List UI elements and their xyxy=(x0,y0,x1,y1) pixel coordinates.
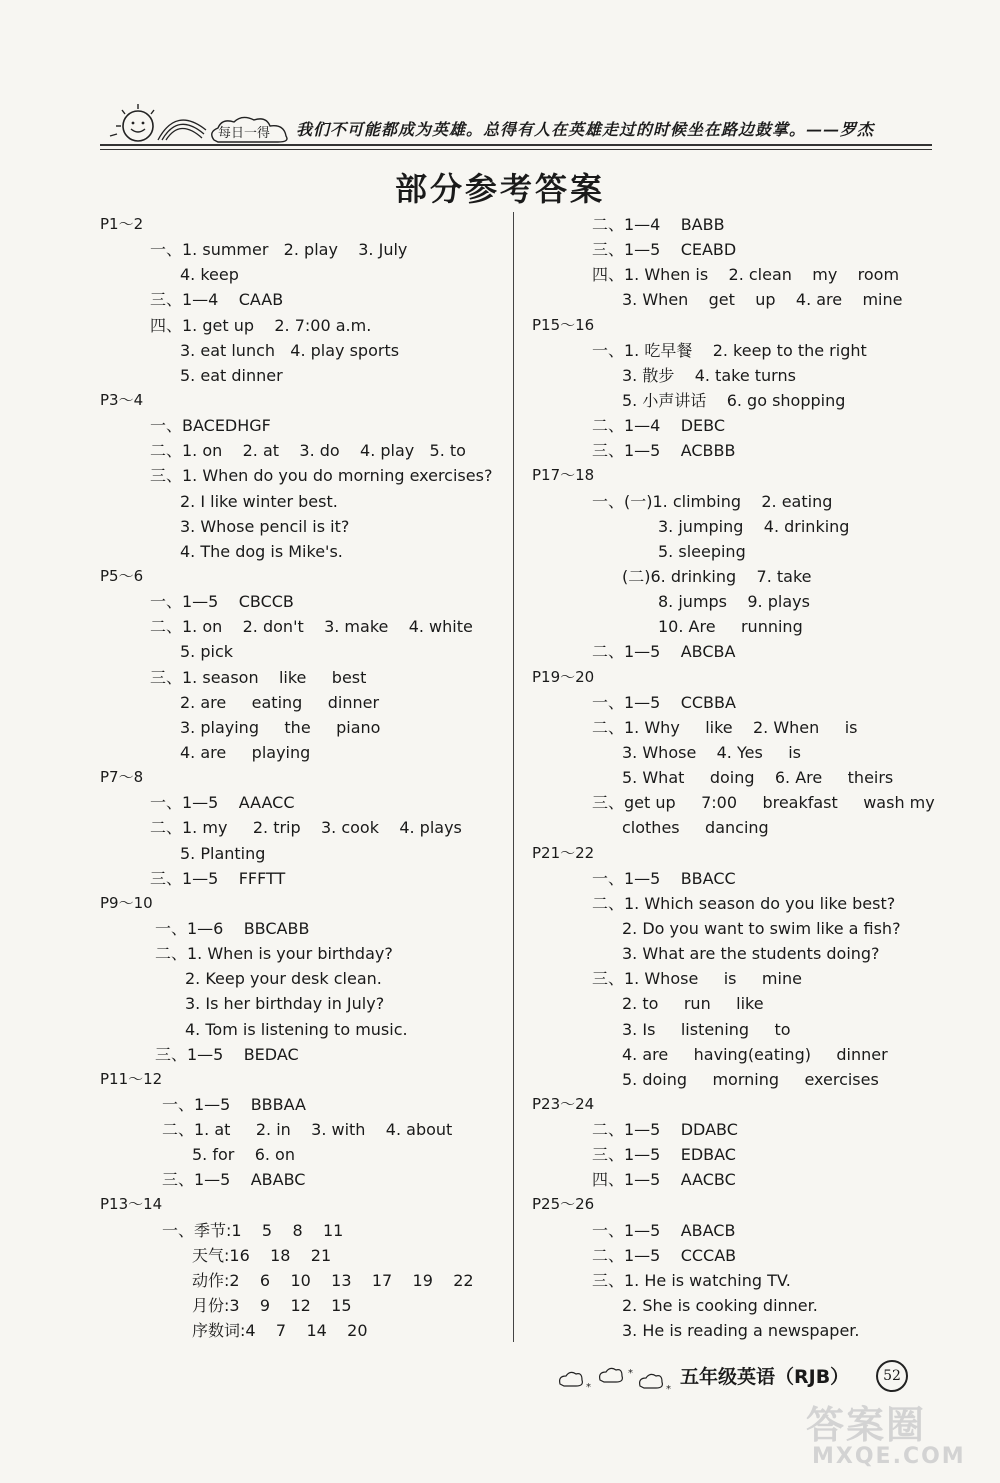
answer-line: 5. for 6. on xyxy=(192,1145,295,1165)
answer-line: 三、1—4 CAAB xyxy=(150,290,284,310)
answer-line: 3. playing the piano xyxy=(180,717,381,737)
answer-line: 二、1—4 BABB xyxy=(592,215,725,234)
answer-line: 一、1—5 BBBAA xyxy=(162,1094,306,1114)
answer-line: 3. He is reading a newspaper. xyxy=(622,1321,860,1341)
watermark-url: MXQE.COM xyxy=(812,1444,966,1469)
answer-line: 三、1. Whose is mine xyxy=(592,969,802,989)
page-range-heading: P19～20 xyxy=(532,667,595,686)
answer-line: 3. Is listening to xyxy=(622,1019,791,1039)
answer-line: 一、1. summer 2. play 3. July xyxy=(150,240,408,260)
answer-line: (二)6. drinking 7. take xyxy=(622,566,812,586)
answer-line: 5. Planting xyxy=(180,843,266,863)
answer-line: 四、1. When is 2. clean my room xyxy=(592,265,900,285)
answer-line: 三、1—5 ABABC xyxy=(162,1170,306,1190)
answer-line: 动作:2 6 10 13 17 19 22 xyxy=(192,1270,474,1290)
answer-line: 一、1—5 CCBBA xyxy=(592,692,736,712)
answer-line: 一、季节:1 5 8 11 xyxy=(162,1220,344,1240)
answer-line: 8. jumps 9. plays xyxy=(658,592,810,612)
answer-line: 4. keep xyxy=(180,265,239,285)
answer-line: 一、(一)1. climbing 2. eating xyxy=(592,491,833,511)
page-range-heading: P23～24 xyxy=(532,1094,595,1113)
answer-line: 三、1. He is watching TV. xyxy=(592,1270,791,1290)
answer-line: 3. What are the students doing? xyxy=(622,944,880,964)
answer-line: 5. What doing 6. Are theirs xyxy=(622,768,894,788)
answer-line: 5. pick xyxy=(180,642,234,662)
answer-line: 5. sleeping xyxy=(658,541,746,561)
answer-line: 二、1. my 2. trip 3. cook 4. plays xyxy=(150,818,462,838)
page-range-heading: P15～16 xyxy=(532,315,595,334)
answer-line: 天气:16 18 21 xyxy=(192,1245,332,1265)
answer-line: 3. eat lunch 4. play sports xyxy=(180,340,400,360)
answer-line: 二、1. on 2. at 3. do 4. play 5. to xyxy=(150,441,466,461)
answer-line: 二、1. at 2. in 3. with 4. about xyxy=(162,1120,453,1140)
page-number: 52 xyxy=(876,1360,908,1392)
answer-line: 5. eat dinner xyxy=(180,365,283,385)
answer-line: 三、1—5 BEDAC xyxy=(155,1044,299,1064)
answer-line: 4. are having(eating) dinner xyxy=(622,1044,888,1064)
answer-line: 5. doing morning exercises xyxy=(622,1069,879,1089)
answer-line: 三、get up 7:00 breakfast wash my xyxy=(592,793,935,813)
svg-text:*: * xyxy=(586,1382,591,1393)
page-range-heading: P21～22 xyxy=(532,843,595,862)
answer-line: 三、1—5 EDBAC xyxy=(592,1145,736,1165)
svg-text:*: * xyxy=(628,1368,633,1379)
daily-motto: 我们不可能都成为英雄。总得有人在英雄走过的时候坐在路边鼓掌。——罗杰 xyxy=(296,120,875,139)
answer-line: 10. Are running xyxy=(658,617,803,637)
page-range-heading: P11～12 xyxy=(100,1069,163,1088)
sun-rainbow-icon xyxy=(100,100,215,146)
answer-line: 一、BACEDHGF xyxy=(150,416,271,436)
page-title: 部分参考答案 xyxy=(394,170,605,208)
answer-line: 一、1—5 ABACB xyxy=(592,1220,736,1240)
answer-line: 四、1—5 AACBC xyxy=(592,1170,736,1190)
clouds-stars-decoration-icon xyxy=(556,1364,676,1394)
answer-line: 一、1—5 CBCCB xyxy=(150,592,294,612)
page-range-heading: P1～2 xyxy=(100,215,144,233)
page-range-heading: P7～8 xyxy=(100,768,144,787)
answer-line: 5. 小声讲话 6. go shopping xyxy=(622,390,846,410)
answer-line: 4. Tom is listening to music. xyxy=(185,1019,408,1039)
page-range-heading: P5～6 xyxy=(100,566,144,585)
answer-line: 一、1—5 AAACC xyxy=(150,793,295,813)
page-header xyxy=(100,100,932,152)
answer-line: 2. She is cooking dinner. xyxy=(622,1296,818,1316)
watermark: 答案圈 xyxy=(806,1403,927,1447)
answer-line: 序数词:4 7 14 20 xyxy=(192,1321,368,1341)
answer-line: 二、1. on 2. don't 3. make 4. white xyxy=(150,617,473,637)
answer-line: 三、1. season like best xyxy=(150,667,367,687)
answer-line: 一、1—6 BBCABB xyxy=(155,918,310,938)
answer-line: 二、1—5 CCCAB xyxy=(592,1245,737,1265)
page-range-heading: P3～4 xyxy=(100,390,144,409)
answer-line: 2. Keep your desk clean. xyxy=(185,969,382,989)
page-range-heading: P17～18 xyxy=(532,466,595,485)
header-rule xyxy=(100,144,932,146)
answer-line: 4. The dog is Mike's. xyxy=(180,541,343,561)
answer-line: 一、1—5 BBACC xyxy=(592,868,736,888)
answers-left-column xyxy=(100,212,505,1343)
answer-line: 3. jumping 4. drinking xyxy=(658,516,850,536)
answer-line: 3. Is her birthday in July? xyxy=(185,994,385,1014)
answer-line: 3. 散步 4. take turns xyxy=(622,365,796,385)
answer-line: 二、1—5 ABCBA xyxy=(592,642,736,662)
book-title: 五年级英语（RJB） xyxy=(680,1366,850,1388)
answer-line: 四、1. get up 2. 7:00 a.m. xyxy=(150,315,372,335)
answer-line: 二、1. Why like 2. When is xyxy=(592,717,858,737)
answer-line: 三、1. When do you do morning exercises? xyxy=(150,466,493,486)
answer-line: 一、1. 吃早餐 2. keep to the right xyxy=(592,340,867,360)
page-range-heading: P9～10 xyxy=(100,893,153,912)
answer-line: 二、1—5 DDABC xyxy=(592,1120,738,1140)
answer-line: 2. Do you want to swim like a fish? xyxy=(622,918,901,938)
answer-line: 二、1. Which season do you like best? xyxy=(592,893,896,913)
answer-line: 三、1—5 ACBBB xyxy=(592,441,736,461)
answer-line: 4. are playing xyxy=(180,742,311,762)
svg-text:*: * xyxy=(666,1384,671,1394)
answer-line: 2. to run like xyxy=(622,994,764,1014)
answers-right-column xyxy=(528,212,958,1343)
answer-line: 2. I like winter best. xyxy=(180,491,338,511)
answer-line: 二、1. When is your birthday? xyxy=(155,944,393,964)
header-rule-thin xyxy=(100,149,932,150)
page-footer xyxy=(556,1356,936,1396)
column-divider xyxy=(513,212,514,1342)
answer-line: 月份:3 9 12 15 xyxy=(192,1296,352,1316)
answer-line: clothes dancing xyxy=(622,818,769,838)
answer-line: 三、1—5 FFFTT xyxy=(150,868,286,888)
answer-line: 二、1—4 DEBC xyxy=(592,416,726,436)
answer-line: 2. are eating dinner xyxy=(180,692,380,712)
answer-line: 3. Whose pencil is it? xyxy=(180,516,350,536)
answer-line: 三、1—5 CEABD xyxy=(592,240,737,260)
page-range-heading: P13～14 xyxy=(100,1195,163,1214)
page-range-heading: P25～26 xyxy=(532,1195,595,1214)
answer-line: 3. When get up 4. are mine xyxy=(622,290,903,310)
motto-label: 每日一得 xyxy=(218,126,271,141)
answer-line: 3. Whose 4. Yes is xyxy=(622,742,802,762)
